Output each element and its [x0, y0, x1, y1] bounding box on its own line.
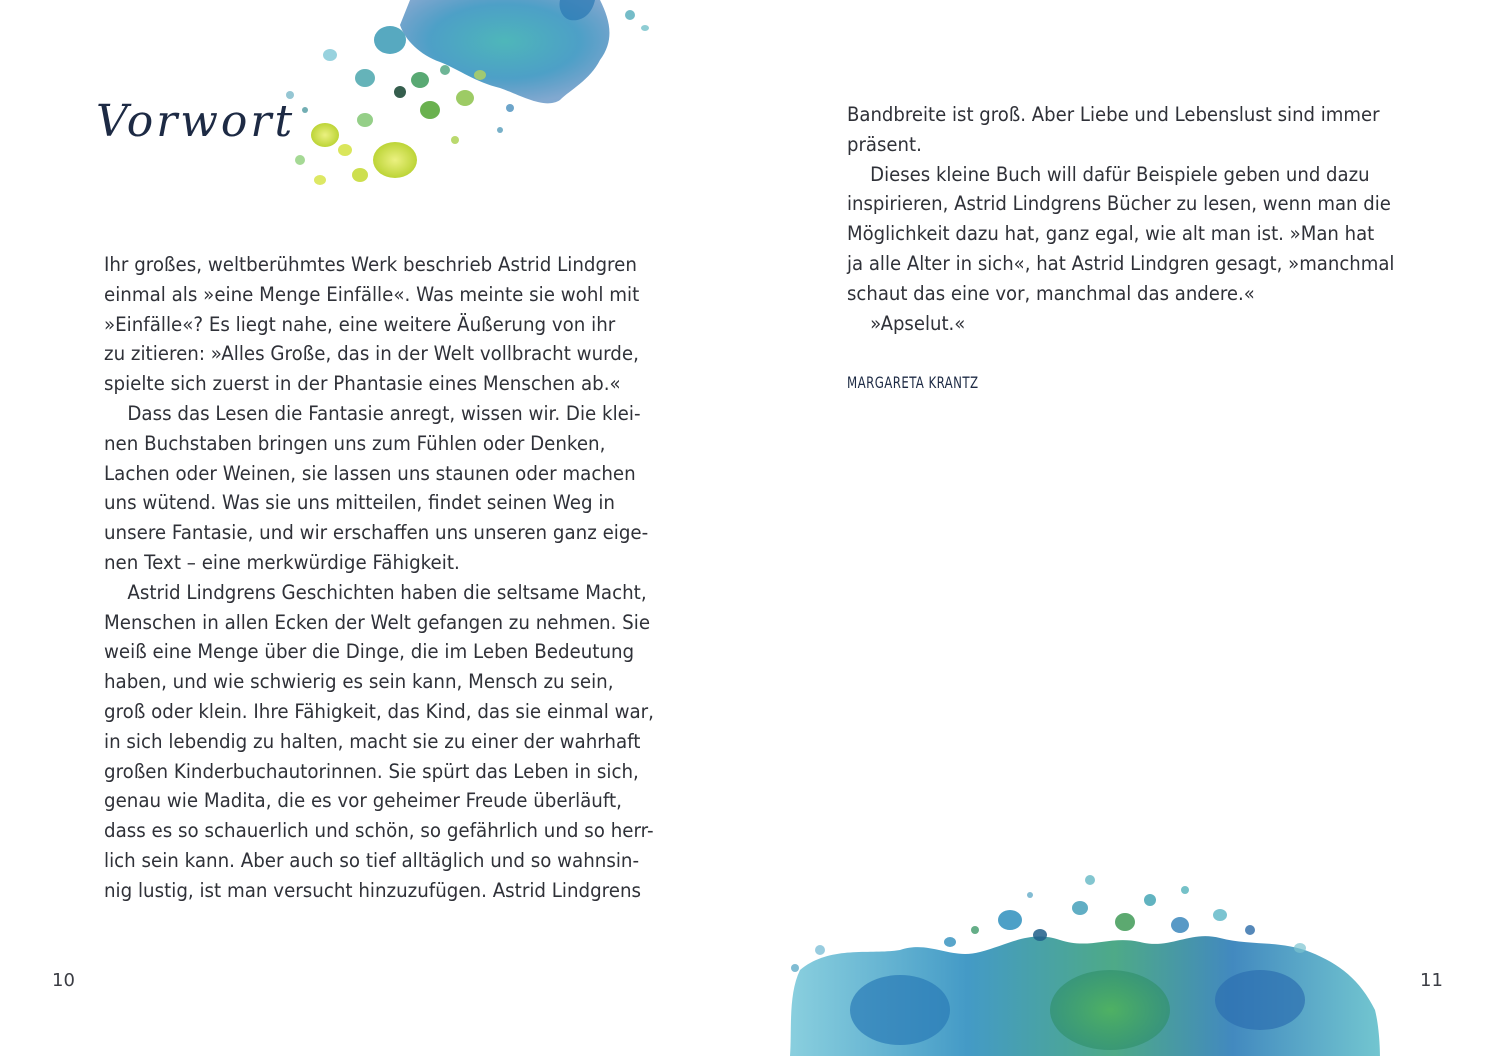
watercolor-splash-bottom: [780, 860, 1400, 1056]
text-line: uns wütend. Was sie uns mitteilen, findet seinen Weg in: [104, 491, 615, 515]
text-line: schaut das eine vor, manchmal das andere.«: [847, 281, 1255, 305]
text-line: dass es so schauerlich und schön, so gefährlich und so herr-: [104, 819, 654, 843]
text-line: nig lustig, ist man versucht hinzuzufügen. Astrid Lindgrens: [104, 878, 642, 902]
text-line: Dass das Lesen die Fantasie anregt, wissen wir. Die klei-: [127, 401, 641, 425]
text-line: großen Kinderbuchautorinnen. Sie spürt das Leben in sich,: [104, 759, 639, 783]
text-line: Dieses kleine Buch will dafür Beispiele geben und dazu: [870, 162, 1370, 186]
right-body-text: [847, 100, 1438, 338]
text-line: lich sein kann. Aber auch so tief alltäglich und so wahnsin-: [104, 848, 640, 872]
text-line: groß oder klein. Ihre Fähigkeit, das Kind, das sie einmal war,: [104, 699, 654, 723]
text-line: inspirieren, Astrid Lindgrens Bücher zu lesen, wenn man die: [847, 192, 1391, 216]
page-number-left: 10: [52, 970, 75, 991]
text-line: einmal als »eine Menge Einfälle«. Was meinte sie wohl mit: [104, 282, 640, 306]
text-line: haben, und wie schwierig es sein kann, Mensch zu sein,: [104, 670, 614, 694]
text-line: weiß eine Menge über die Dinge, die im Leben Bedeutung: [104, 640, 635, 664]
watercolor-splash-top: [270, 0, 660, 200]
text-line: Lachen oder Weinen, sie lassen uns staunen oder machen: [104, 461, 636, 485]
page-number-right: 11: [1420, 970, 1443, 991]
text-line: präsent.: [847, 132, 922, 156]
text-line: »Einfälle«? Es liegt nahe, eine weitere Äußerung von ihr: [104, 312, 616, 336]
text-line: Bandbreite ist groß. Aber Liebe und Lebenslust sind immer: [847, 103, 1380, 126]
text-line: genau wie Madita, die es vor geheimer Freude überläuft,: [104, 789, 622, 813]
text-line: Ihr großes, weltberühmtes Werk beschrieb Astrid Lindgren: [104, 253, 637, 276]
left-body-text: [104, 250, 692, 906]
text-line: zu zitieren: »Alles Große, das in der Welt vollbracht wurde,: [104, 342, 639, 366]
text-line: nen Text – eine merkwürdige Fähigkeit.: [104, 550, 460, 574]
text-line: unsere Fantasie, und wir erschaffen uns unseren ganz eige-: [104, 521, 649, 545]
author-signature: MARGARETA KRANTZ: [847, 373, 979, 392]
text-line: spielte sich zuerst in der Phantasie eines Menschen ab.«: [104, 372, 621, 396]
text-line: nen Buchstaben bringen uns zum Fühlen oder Denken,: [104, 431, 606, 455]
text-line: ja alle Alter in sich«, hat Astrid Lindgren gesagt, »manchmal: [847, 251, 1395, 275]
text-line: in sich lebendig zu halten, macht sie zu einer der wahrhaft: [104, 729, 641, 753]
text-line: Astrid Lindgrens Geschichten haben die seltsame Macht,: [127, 580, 647, 604]
chapter-title: Vorwort: [96, 96, 296, 147]
text-line: Möglichkeit dazu hat, ganz egal, wie alt man ist. »Man hat: [847, 222, 1375, 246]
text-line: »Apselut.«: [870, 311, 966, 335]
text-line: Menschen in allen Ecken der Welt gefangen zu nehmen. Sie: [104, 610, 651, 634]
